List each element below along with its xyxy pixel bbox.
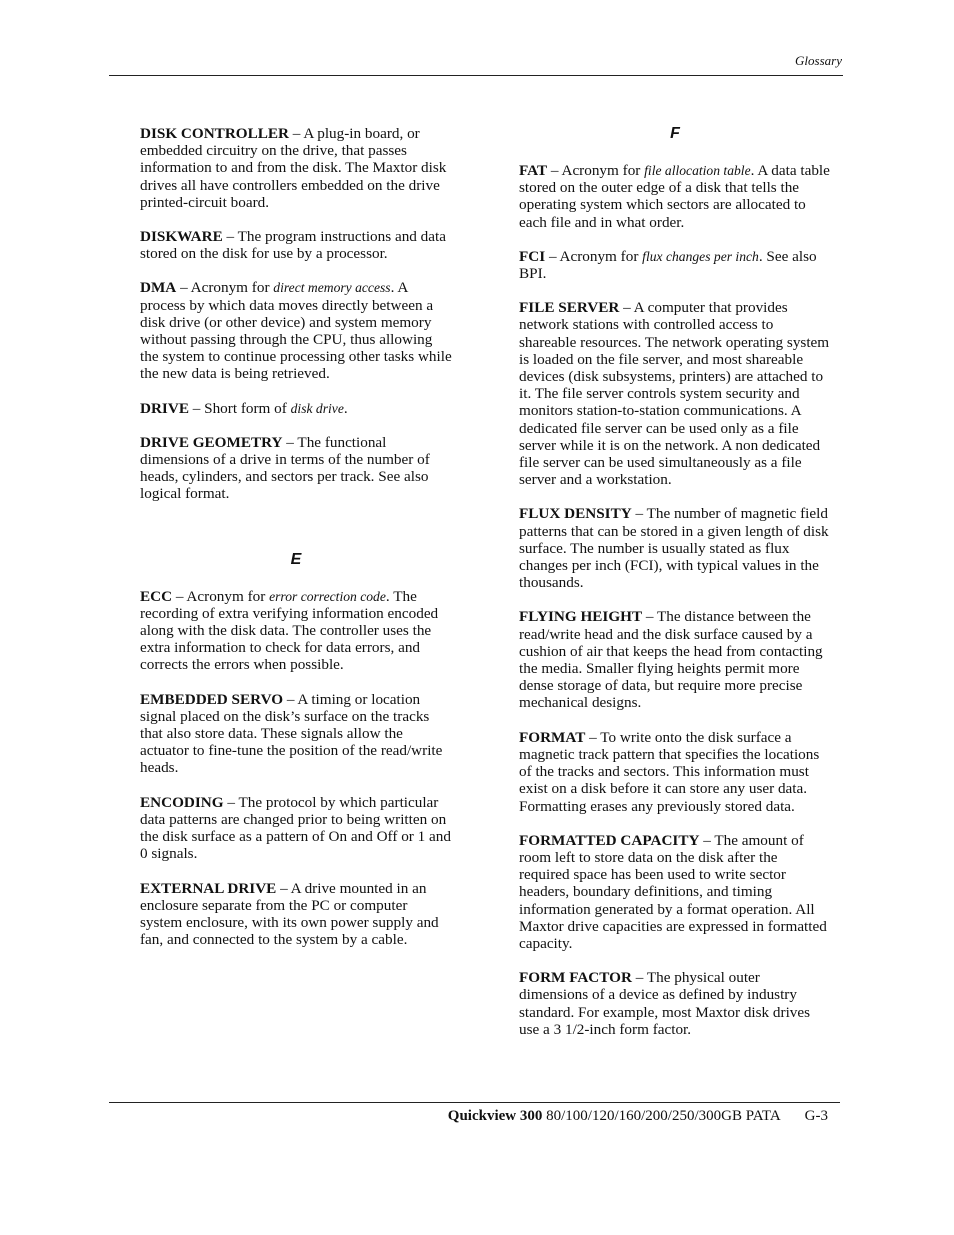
glossary-term: DRIVE GEOMETRY	[140, 433, 283, 451]
glossary-column-left	[140, 125, 452, 965]
glossary-entry	[519, 832, 831, 952]
glossary-definition	[140, 588, 438, 674]
definition-text: – To write onto the disk surface a magnetic track pattern that specifies the locations of the tracks and sectors. This information must exist on a disk before it can store any user data. Formatting erases any previously stored data.	[519, 728, 820, 815]
glossary-term: FORMAT	[519, 728, 586, 746]
glossary-term: ENCODING	[140, 793, 224, 811]
glossary-definition	[189, 400, 348, 417]
footer-models: 80/100/120/160/200/250/300GB PATA	[542, 1108, 781, 1124]
definition-text: – A drive mounted in an enclosure separate from the PC or computer system enclosure, with its own power supply and fan, and connected to the system by a cable.	[140, 879, 439, 949]
glossary-term: DISKWARE	[140, 228, 223, 246]
definition-text: – The program instructions and data stored on the disk for use by a processor.	[140, 228, 446, 263]
definition-text: – The amount of room left to store data on the disk after the required space has been used to write sector headers, boundary definitions, and timing information generated by a format operation. All Maxtor drive capacities are expressed in formatted capacity.	[519, 831, 827, 952]
glossary-entry	[140, 691, 452, 777]
glossary-entry	[519, 969, 831, 1038]
glossary-term: FORM FACTOR	[519, 969, 632, 987]
glossary-column-right	[519, 125, 831, 1055]
glossary-term: FORMATTED CAPACITY	[519, 831, 700, 849]
glossary-definition	[140, 279, 452, 382]
glossary-entry	[519, 299, 831, 488]
glossary-definition	[519, 832, 827, 952]
definition-italic-term: disk drive	[290, 400, 344, 416]
section-letter-heading: F	[670, 125, 680, 142]
definition-text: – The physical outer dimensions of a device as defined by industry standard. For example, most Maxtor disk drives use a 3 1/2-inch form factor.	[519, 969, 811, 1038]
section-letter-heading: E	[290, 550, 302, 568]
header-rule	[109, 75, 843, 76]
glossary-term: FLYING HEIGHT	[519, 608, 643, 626]
glossary-term: FAT	[519, 162, 548, 179]
definition-text: . A process by which data moves directly between a disk drive (or other device) and system memory without passing through the CPU, thus allowing the system to continue processing other tasks while the new data is being retrieved.	[140, 279, 452, 383]
glossary-entry	[519, 608, 831, 711]
glossary-entry	[140, 880, 452, 949]
definition-text: . See also BPI.	[519, 247, 817, 283]
glossary-entry	[140, 228, 452, 262]
glossary-definition	[519, 299, 829, 488]
definition-text: – Short form of	[188, 399, 291, 417]
definition-text: – Acronym for	[176, 279, 274, 297]
glossary-entry	[140, 125, 452, 211]
definition-text: – The functional dimensions of a drive in terms of the number of heads, cylinders, and sectors per track. See also logical format.	[140, 433, 430, 503]
definition-text: – Acronym for	[545, 247, 643, 265]
definition-text: . The recording of extra verifying information encoded along with the disk data. The controller uses the extra information to check for data errors, and corrects the errors when possible.	[140, 587, 439, 674]
definition-text: . A data table stored on the outer edge of a disk that tells the operating system which sectors are allocated to each file and in what order.	[519, 162, 830, 231]
running-header: Glossary	[795, 53, 842, 68]
glossary-term: DMA	[140, 279, 177, 297]
definition-text: – The distance between the read/write head and the disk surface caused by a cushion of air that keeps the head from contacting the media. Smaller flying heights permit more dense storage of data, but require more precise mechanical designs.	[519, 608, 823, 712]
glossary-entry	[140, 434, 452, 503]
definition-text: – Acronym for	[172, 587, 270, 605]
definition-text: – A plug-in board, or embedded circuitry on the drive, that passes information to and from the disk. The Maxtor disk drives all have controllers embedded on the drive printed-circuit board.	[140, 125, 447, 211]
glossary-term: FILE SERVER	[519, 299, 620, 317]
glossary-term: FCI	[519, 247, 546, 265]
glossary-term: EXTERNAL DRIVE	[140, 879, 277, 897]
glossary-term: DRIVE	[140, 399, 189, 417]
definition-italic-term: error correction code	[269, 588, 386, 604]
glossary-entry	[140, 400, 452, 417]
glossary-entry	[519, 162, 831, 231]
glossary-entry	[140, 279, 452, 382]
glossary-entry	[519, 729, 831, 815]
definition-italic-term: flux changes per inch	[642, 248, 759, 264]
definition-italic-term: file allocation table	[644, 163, 751, 178]
page-footer	[448, 1108, 828, 1125]
definition-text: – Acronym for	[547, 162, 645, 179]
definition-italic-term: direct memory access	[273, 280, 391, 296]
page-number: G-3	[804, 1108, 828, 1124]
glossary-definition	[519, 248, 817, 282]
glossary-definition	[519, 162, 830, 231]
glossary-term: ECC	[140, 587, 173, 605]
glossary-entry	[140, 588, 452, 674]
glossary-entry	[140, 794, 452, 863]
footer-rule	[109, 1102, 840, 1103]
glossary-term: EMBEDDED SERVO	[140, 690, 284, 708]
glossary-entry	[519, 505, 831, 591]
glossary-term: DISK CONTROLLER	[140, 125, 289, 142]
definition-text: – A computer that provides network stations with controlled access to shareable resources. The network operating system is loaded on the file server, and most shareable devices (disk subsystems, printers) are attached to it. The file server controls system security and monitors station-to-station communications. A dedicated file server can be used only as a file server while it is on the network. A non dedicated file server can be used simultaneously as a file server and a workstation.	[519, 299, 830, 489]
glossary-term: FLUX DENSITY	[519, 505, 632, 523]
definition-text: .	[343, 399, 348, 417]
definition-text: – The protocol by which particular data patterns are changed prior to being written on the disk surface as a pattern of On and Off or 1 and 0 signals.	[140, 793, 451, 863]
glossary-entry	[519, 248, 831, 282]
definition-text: – The number of magnetic field patterns that can be stored in a given length of disk surface. The number is usually stated as flux changes per inch (FCI), with typical values in the thousands.	[519, 505, 829, 592]
definition-text: – A timing or location signal placed on the disk’s surface on the tracks that also store data. These signals allow the actuator to fine-tune the position of the read/write heads.	[140, 690, 443, 777]
footer-product: Quickview 300	[447, 1108, 543, 1124]
